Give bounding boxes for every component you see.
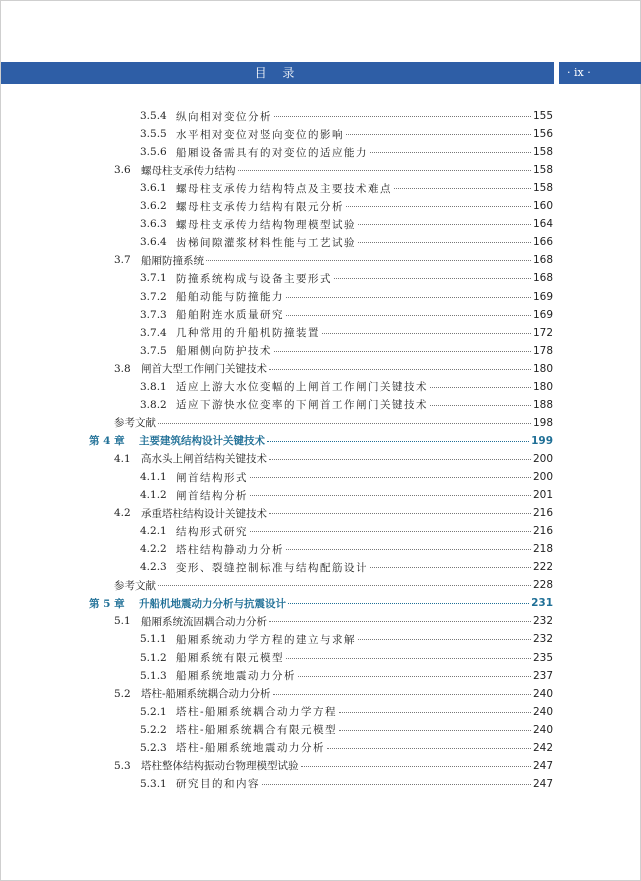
toc-entry-page: 178 — [532, 344, 553, 357]
toc-entry[interactable] — [140, 630, 553, 648]
toc-entry-title: 适应上游大水位变幅的上闸首工作闸门关键技术 — [176, 381, 428, 394]
toc-entry[interactable] — [140, 179, 553, 197]
toc-entry-number: 3.5.5 — [140, 128, 167, 141]
toc-entry[interactable] — [114, 612, 553, 630]
dot-leader — [346, 206, 531, 207]
toc-entry[interactable] — [140, 540, 553, 558]
dot-leader — [286, 658, 531, 659]
dot-leader — [358, 242, 531, 243]
dot-leader — [250, 495, 531, 496]
toc-entry-title: 高水头上闸首结构关键技术 — [141, 453, 267, 466]
toc-entry-number: 5.1.1 — [140, 633, 167, 646]
toc-entry-number: 3.7.1 — [140, 272, 167, 285]
dot-leader — [262, 784, 531, 785]
dot-leader — [346, 134, 531, 135]
toc-entry-title: 船厢设备需具有的对变位的适应能力 — [176, 146, 368, 159]
toc-entry-page: 247 — [532, 759, 553, 772]
toc-entry-page: 168 — [532, 254, 553, 267]
toc-entry-number: 4.1.1 — [140, 471, 167, 483]
dot-leader — [206, 260, 531, 261]
toc-entry[interactable] — [114, 450, 553, 468]
toc-entry-page: 169 — [532, 290, 553, 303]
toc-entry-page: 156 — [532, 128, 553, 141]
toc-entry[interactable] — [89, 594, 553, 612]
toc-entry-page: 188 — [532, 398, 553, 411]
dot-leader — [322, 333, 531, 334]
dot-leader — [358, 224, 531, 225]
toc-entry-page: 240 — [532, 687, 553, 700]
toc-entry[interactable] — [140, 486, 553, 504]
dot-leader — [273, 694, 531, 695]
toc-entry-number: 3.5.6 — [140, 146, 167, 159]
dot-leader — [288, 603, 529, 604]
toc-entry-title: 塔柱-船厢系统耦合动力分析 — [141, 688, 271, 701]
toc-entry-page: 169 — [532, 308, 553, 321]
toc-entry-page: 222 — [532, 561, 553, 574]
toc-entry-page: 216 — [532, 525, 553, 538]
toc-entry[interactable] — [140, 396, 553, 414]
dot-leader — [327, 748, 531, 749]
toc-entry-page: 164 — [532, 218, 553, 231]
dot-leader — [250, 531, 531, 532]
toc-entry-title: 船厢防撞系统 — [141, 254, 204, 267]
toc-entry-number: 3.8.1 — [140, 380, 167, 393]
toc-entry-title: 水平相对变位对竖向变位的影响 — [176, 128, 344, 141]
toc-entry-page: 235 — [532, 651, 553, 664]
toc-entry-number: 3.6.2 — [140, 200, 167, 213]
toc-entry-number: 5.1 — [114, 615, 131, 628]
dot-leader — [286, 315, 531, 316]
toc-entry-page: 200 — [532, 452, 553, 465]
dot-leader — [339, 712, 531, 713]
toc-entry-page: 168 — [532, 272, 553, 285]
toc-entry-title: 研究目的和内容 — [176, 778, 260, 791]
toc-entry-number: 3.7.4 — [140, 326, 167, 339]
toc-entry[interactable] — [140, 215, 553, 233]
toc-entry-page: 240 — [532, 723, 553, 736]
toc-entry-number: 4.1 — [114, 452, 131, 465]
dot-leader — [267, 441, 529, 442]
toc-entry[interactable] — [140, 775, 553, 793]
toc-entry-page: 231 — [531, 597, 553, 610]
toc-entry-number: 5.2.2 — [140, 723, 167, 736]
dot-leader — [358, 639, 531, 640]
toc-entry-title: 适应下游快水位变率的下闸首工作闸门关键技术 — [176, 399, 428, 412]
dot-leader — [269, 459, 531, 460]
toc-entry-number: 3.8 — [114, 362, 131, 375]
toc-entry-page: 237 — [532, 669, 553, 682]
dot-leader — [269, 621, 531, 622]
toc-entry[interactable] — [140, 125, 553, 143]
dot-leader — [394, 188, 531, 189]
toc-entry-page: 228 — [532, 579, 553, 592]
toc-entry-title: 塔柱-船厢系统耦合动力学方程 — [176, 706, 338, 719]
toc-entry-page: 242 — [532, 741, 553, 754]
toc-entry-title: 升船机地震动力分析与抗震设计 — [139, 597, 286, 610]
toc-entry-title: 塔柱-船厢系统耦合有限元模型 — [176, 724, 338, 737]
toc-entry-page: 218 — [532, 543, 553, 556]
toc-entry-number: 3.5.4 — [140, 110, 167, 122]
toc-entry-title: 塔柱整体结构振动台物理模型试验 — [141, 760, 299, 773]
dot-leader — [269, 369, 531, 370]
toc-entry-number: 3.6.4 — [140, 236, 167, 249]
toc-entry-title: 闸首结构形式 — [176, 471, 248, 484]
toc-entry[interactable] — [140, 468, 553, 486]
dot-leader — [286, 549, 531, 550]
toc-entry-page: 198 — [532, 416, 553, 429]
dot-leader — [269, 513, 531, 514]
toc-entry-number: 3.7.3 — [140, 308, 167, 321]
dot-leader — [370, 567, 531, 568]
dot-leader — [238, 170, 531, 171]
toc-entry-title: 船舶动能与防撞能力 — [176, 291, 284, 303]
page-number-label: · ix · — [559, 62, 641, 84]
toc-entry-title: 船厢系统有限元模型 — [176, 652, 284, 664]
toc-entry-number: 4.2.2 — [140, 543, 167, 556]
toc-entry-number: 4.2.3 — [140, 561, 167, 574]
toc-entry-number: 3.6.3 — [140, 218, 167, 231]
toc-entry-page: 180 — [532, 362, 553, 375]
toc-entry-page: 247 — [532, 777, 553, 790]
toc-entry-title: 参考文献 — [114, 579, 156, 592]
toc-entry[interactable] — [140, 522, 553, 540]
toc-entry[interactable] — [114, 161, 553, 179]
toc-entry-number: 第 5 章 — [89, 597, 125, 610]
toc-entry-title: 螺母柱支承传力结构特点及主要技术难点 — [176, 182, 392, 195]
toc-entry-number: 3.7.2 — [140, 290, 167, 303]
dot-leader — [298, 676, 531, 677]
toc-entry-title: 齿梯间隙灌浆材料性能与工艺试验 — [176, 236, 356, 249]
toc-entry-title: 螺母柱支承传力结构 — [141, 164, 236, 177]
toc-entry-number: 4.1.2 — [140, 489, 167, 502]
toc-entry[interactable] — [140, 739, 553, 757]
toc-entry-title: 螺母柱支承传力结构物理模型试验 — [176, 218, 356, 231]
toc-entry-title: 纵向相对变位分析 — [176, 110, 272, 123]
toc-entry-title: 船厢系统动力学方程的建立与求解 — [176, 633, 356, 646]
toc-entry-title: 主要建筑结构设计关键技术 — [139, 435, 265, 448]
toc-entry-page: 199 — [531, 434, 553, 447]
toc-entry[interactable] — [140, 721, 553, 739]
dot-leader — [158, 423, 531, 424]
toc-entry[interactable] — [140, 378, 553, 396]
dot-leader — [274, 116, 531, 117]
toc-entry-page: 180 — [532, 380, 553, 393]
dot-leader — [301, 766, 531, 767]
dot-leader — [334, 278, 531, 279]
dot-leader — [158, 585, 531, 586]
toc-entry[interactable] — [140, 342, 553, 360]
toc-entry-page: 200 — [532, 471, 553, 483]
toc-entry[interactable] — [114, 251, 553, 269]
toc-entry-title: 船舶附连水质量研究 — [176, 309, 284, 322]
toc-entry[interactable] — [140, 649, 553, 667]
toc-entry[interactable] — [140, 107, 553, 125]
toc-entry-title: 船厢侧向防护技术 — [176, 345, 272, 358]
toc-entry-title: 变形、裂缝控制标准与结构配筋设计 — [176, 561, 368, 574]
toc-entry-number: 3.6.1 — [140, 182, 167, 195]
toc-entry-title: 船厢系统地震动力分析 — [176, 670, 296, 683]
toc-entry-number: 5.1.3 — [140, 669, 167, 682]
toc-entry-title: 塔柱-船厢系统地震动力分析 — [176, 742, 326, 755]
toc-entry[interactable] — [114, 414, 553, 432]
toc-entry-number: 4.2 — [114, 507, 131, 520]
toc-entry-title: 塔柱结构静动力分析 — [176, 543, 284, 556]
toc-entry[interactable] — [140, 667, 553, 685]
toc-entry-title: 闸首大型工作闸门关键技术 — [141, 363, 267, 376]
toc-entry[interactable] — [140, 288, 553, 306]
toc-entry[interactable] — [140, 233, 553, 251]
toc-entry-number: 5.2 — [114, 687, 131, 700]
toc-entry[interactable] — [140, 143, 553, 161]
toc-entry-page: 232 — [532, 615, 553, 628]
toc-entry-number: 5.3.1 — [140, 777, 167, 790]
toc-entry-page: 166 — [532, 236, 553, 249]
toc-entry[interactable] — [140, 558, 553, 576]
dot-leader — [339, 730, 531, 731]
toc-entry-page: 155 — [532, 110, 553, 122]
toc-entry[interactable] — [114, 576, 553, 594]
toc-entry-title: 结构形式研究 — [176, 525, 248, 538]
toc-entry[interactable] — [89, 432, 553, 450]
header-bar — [1, 62, 554, 84]
toc-entry-number: 3.8.2 — [140, 398, 167, 411]
toc-entry-number: 5.2.3 — [140, 741, 167, 754]
toc-entry[interactable] — [114, 360, 553, 378]
toc-entry[interactable] — [114, 757, 553, 775]
dot-leader — [250, 477, 531, 478]
toc-entry-number: 3.7.5 — [140, 344, 167, 357]
dot-leader — [274, 351, 531, 352]
toc-entry-page: 172 — [532, 326, 553, 339]
toc-entry-title: 闸首结构分析 — [176, 489, 248, 502]
toc-entry-title: 船厢系统流固耦合动力分析 — [141, 615, 267, 628]
toc-entry-page: 160 — [532, 200, 553, 213]
toc-entry-title: 防撞系统构成与设备主要形式 — [176, 272, 332, 285]
dot-leader — [370, 152, 531, 153]
toc-entry[interactable] — [140, 269, 553, 287]
toc-entry[interactable] — [114, 504, 553, 522]
toc-entry-page: 201 — [532, 489, 553, 502]
toc-entry-page: 158 — [532, 182, 553, 195]
dot-leader — [430, 387, 531, 388]
toc-entry-number: 4.2.1 — [140, 525, 167, 538]
toc-entry-title: 螺母柱支承传力结构有限元分析 — [176, 200, 344, 213]
toc-entry-number: 3.7 — [114, 254, 131, 267]
toc-entry-page: 216 — [532, 507, 553, 520]
toc-entry[interactable] — [114, 685, 553, 703]
toc-entry[interactable] — [140, 197, 553, 215]
toc-entry-page: 158 — [532, 146, 553, 159]
toc-entry[interactable] — [140, 703, 553, 721]
toc-entry[interactable] — [140, 324, 553, 342]
toc-entry[interactable] — [140, 306, 553, 324]
toc-entry-number: 5.3 — [114, 759, 131, 772]
toc-entry-number: 3.6 — [114, 164, 131, 177]
toc-entry-number: 5.2.1 — [140, 705, 167, 718]
dot-leader — [286, 297, 531, 298]
toc-entry-title: 承重塔柱结构设计关键技术 — [141, 507, 267, 520]
toc-entry-page: 240 — [532, 705, 553, 718]
toc-entry-page: 158 — [532, 164, 553, 177]
dot-leader — [430, 405, 531, 406]
toc-entry-page: 232 — [532, 633, 553, 646]
toc-entry-number: 5.1.2 — [140, 651, 167, 664]
toc-entry-number: 第 4 章 — [89, 435, 125, 448]
page-title: 目 录 — [254, 66, 301, 80]
toc-entry-title: 几种常用的升船机防撞装置 — [176, 327, 320, 340]
toc-entry-title: 参考文献 — [114, 417, 156, 430]
